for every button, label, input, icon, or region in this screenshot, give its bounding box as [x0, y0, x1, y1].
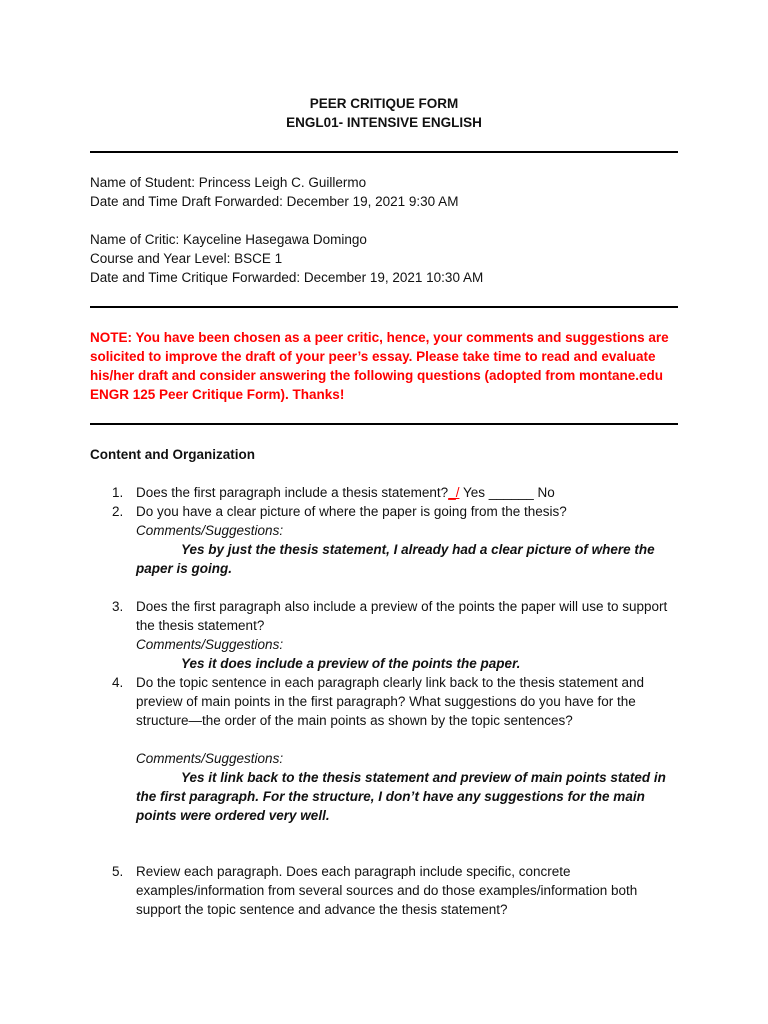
question-text-part: Does the first paragraph include a thesis statement?	[136, 485, 449, 500]
answer-text	[136, 540, 682, 578]
divider	[90, 423, 678, 425]
question-text: Review each paragraph. Does each paragraph include specific, concrete examples/information from several sources and do those examples/information both support the topic sentence and advance the thesis statement?	[136, 864, 638, 917]
comments-label: Comments/Suggestions:	[136, 523, 284, 538]
form-header	[0, 94, 768, 132]
note-paragraph: NOTE: You have been chosen as a peer critic, hence, your comments and suggestions are solicited to improve the draft of your peer’s essay. Please take time to read and evaluate his/her draft and consider answering the following questions (adopted from montane.edu ENGR 125 Peer Critique Form). Thanks!	[90, 330, 669, 402]
answer-content: Yes by just the thesis statement, I already had a clear picture of where the paper is going.	[136, 542, 655, 576]
form-title: PEER CRITIQUE FORM	[309, 96, 459, 111]
comments-label: Comments/Suggestions:	[136, 751, 284, 766]
student-info	[90, 173, 680, 211]
draft-forwarded: Date and Time Draft Forwarded: December 19, 2021 9:30 AM	[90, 194, 459, 209]
course-year-level: Course and Year Level: BSCE 1	[90, 251, 283, 266]
question-number: 5.	[112, 864, 124, 879]
answer-text	[136, 768, 682, 825]
course-title: ENGL01- INTENSIVE ENGLISH	[286, 115, 482, 130]
answer-content: Yes it link back to the thesis statement and preview of main points stated in the first paragraph. For the structure, I don’t have any suggestions for the main points were ordered very well.	[136, 770, 666, 823]
check-mark: _/	[448, 485, 460, 500]
divider	[90, 151, 678, 153]
critique-forwarded: Date and Time Critique Forwarded: December 19, 2021 10:30 AM	[90, 270, 484, 285]
question-text: Does the first paragraph also include a preview of the points the paper will use to support the thesis statement?	[136, 599, 668, 633]
question-block	[136, 673, 682, 825]
divider	[90, 306, 678, 308]
question-text: Do you have a clear picture of where the paper is going from the thesis?	[136, 504, 567, 519]
comments-label: Comments/Suggestions:	[136, 637, 284, 652]
question-text	[136, 483, 682, 502]
question-number: 2.	[112, 504, 124, 519]
critic-name: Name of Critic: Kayceline Hasegawa Domingo	[90, 232, 367, 247]
question-block	[136, 502, 682, 578]
question-number: 1.	[112, 485, 124, 500]
question-block	[136, 597, 682, 673]
answer-content: Yes it does include a preview of the points the paper.	[181, 656, 521, 671]
question-text-part: Yes ______ No	[459, 485, 555, 500]
answer-text	[136, 654, 682, 673]
critic-info	[90, 230, 680, 287]
question-text: Do the topic sentence in each paragraph clearly link back to the thesis statement and preview of main points in the first paragraph? What suggestions do you have for the structure—the order of the main points as shown by the topic sentences?	[136, 675, 645, 728]
student-name: Name of Student: Princess Leigh C. Guillermo	[90, 175, 367, 190]
section-heading: Content and Organization	[90, 447, 255, 462]
question-number: 4.	[112, 675, 124, 690]
question-number: 3.	[112, 599, 124, 614]
